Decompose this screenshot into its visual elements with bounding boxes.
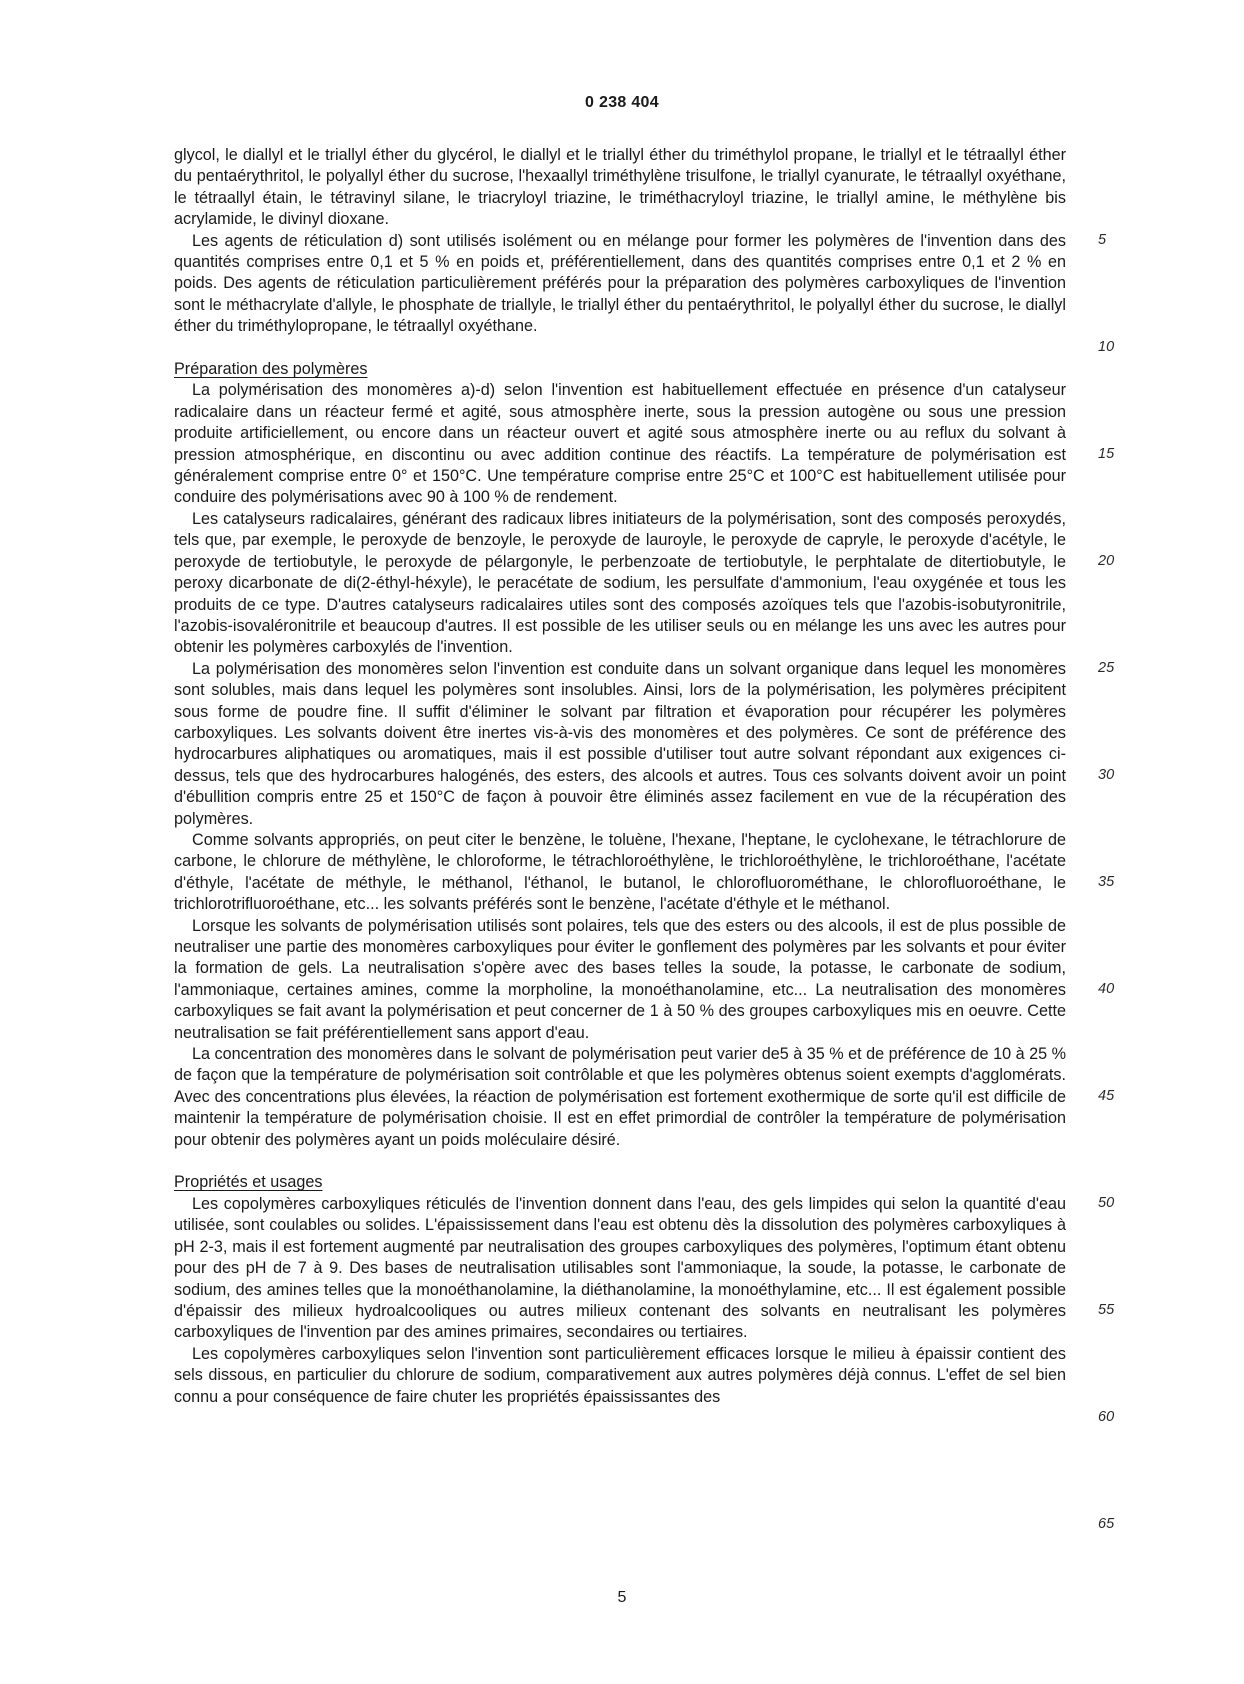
paragraph-9: Les copolymères carboxyliques réticulés de l'invention donnent dans l'eau, des gels limpides qui selon la quantité d'eau utilisée, sont coulables ou solides. L'épaississement dans l'eau est obtenu dès la dissolution des polymères carboxyliques à pH 2-3, mais il est fortement augmenté par neutralisation des groupes carboxyliques des polymères, l'optimum étant obtenu pour des pH de 7 à 9. Des bases de neutralisation utilisables sont l'ammoniaque, la soude, la potasse, le carbonate de sodium, des amines telles que la monoéthanolamine, la diéthanolamine, la monoéthylamine, etc... Il est également possible d'épaissir des milieux hydroalcooliques ou autres milieux contenant des solvants en neutralisant les polymères carboxyliques de l'invention par des amines primaires, secondaires ou tertiaires. [174, 1194, 1066, 1342]
page-number: 5 [617, 1589, 627, 1606]
line-number: 45 [1098, 1088, 1115, 1104]
line-number: 55 [1098, 1302, 1115, 1318]
paragraph-3: La polymérisation des monomères a)-d) selon l'invention est habituellement effectuée en présence d'un catalyseur radicalaire dans un réacteur fermé et agité, sous atmosphère inerte, sous la pression autogène ou sous une pression produite artificiellement, ou encore dans un réacteur ouvert et agité sous atmosphère inerte ou au reflux du solvant à pression atmosphérique, en discontinu ou avec addition continue des réactifs. La température de polymérisation est généralement comprise entre 0° et 150°C. Une température comprise entre 25°C et 100°C est habituellement utilisée pour conduire des polymérisations avec 90 à 100 % de rendement. [174, 381, 1066, 507]
line-number: 25 [1098, 660, 1115, 676]
paragraph-5: La polymérisation des monomères selon l'invention est conduite dans un solvant organique dans lequel les monomères sont solubles, mais dans lequel les polymères sont insolubles. Ainsi, lors de la polymérisation, les polymères précipitent sous forme de poudre fine. Il suffit d'éliminer le solvant par filtration et évaporation pour récupérer les polymères carboxyliques. Les solvants doivent être inertes vis-à-vis des monomères et des polymères. Ce sont de préférence des hydrocarbures aliphatiques ou aromatiques, mais il est possible d'utiliser tout autre solvant répondant aux exigences ci-dessus, tels que des hydrocarbures halogénés, des esters, des alcools et autres. Tous ces solvants doivent avoir un point d'ébullition compris entre 25 et 150°C de façon à pouvoir être éliminés assez facilement en vue de la récupération des polymères. [174, 659, 1066, 828]
paragraph-4: Les catalyseurs radicalaires, générant des radicaux libres initiateurs de la polymérisation, sont des composés peroxydés, tels que, par exemple, le peroxyde de benzoyle, le peroxyde de lauroyle, le peroxyde de capryle, le peroxyde d'acétyle, le peroxyde de tertiobutyle, le peroxyde de pélargonyle, le perbenzoate de tertiobutyle, le perphtalate de ditertiobutyle, le peroxy dicarbonate de di(2-éthyl-héxyle), le peracétate de sodium, les persulfate d'ammonium, l'eau oxygénée et tous les produits de ce type. D'autres catalyseurs radicalaires utiles sont des composés azoïques tels que l'azobis-isobutyronitrile, l'azobis-isovaléronitrile et beaucoup d'autres. Il est possible de les utiliser seuls ou en mélange les uns avec les autres pour obtenir les polymères carboxylés de l'invention. [174, 509, 1066, 657]
section-heading-preparation: Préparation des polymères [174, 360, 368, 379]
spacer [174, 1151, 1066, 1172]
paragraph-10: Les copolymères carboxyliques selon l'invention sont particulièrement efficaces lorsque le milieu à épaissir contient des sels dissous, en particulier du chlorure de sodium, comparativement aux autres polymères déjà connus. L'effet de sel bien connu a pour conséquence de faire chuter les propriétés épaississantes des [174, 1344, 1066, 1406]
spacer [174, 338, 1066, 359]
line-number: 30 [1098, 767, 1115, 783]
line-number: 50 [1098, 1195, 1115, 1211]
line-number: 15 [1098, 446, 1115, 462]
line-number: 20 [1098, 553, 1115, 569]
document-number: 0 238 404 [585, 94, 659, 111]
paragraph-7: Lorsque les solvants de polymérisation utilisés sont polaires, tels que des esters ou des alcools, il est de plus possible de neutraliser une partie des monomères carboxyliques pour éviter le gonflement des polymères par les solvants et pour éviter la formation de gels. La neutralisation s'opère avec des bases telles la soude, la potasse, le carbonate de sodium, l'ammoniaque, certaines amines, comme la morpholine, la monoéthanolamine, etc... La neutralisation des monomères carboxyliques se fait avant la polymérisation et peut concerner de 1 à 50 % des groupes carboxyliques mis en oeuvre. Cette neutralisation se fait préférentiellement sans apport d'eau. [174, 916, 1066, 1042]
line-number: 65 [1098, 1516, 1115, 1532]
paragraph-8: La concentration des monomères dans le solvant de polymérisation peut varier de5 à 35 % et de préférence de 10 à 25 % de façon que la température de polymérisation soit contrôlable et que les polymères obtenus soient exempts d'agglomérats. Avec des concentrations plus élevées, la réaction de polymérisation est fortement exothermique de sorte qu'il est difficile de maintenir la température de polymérisation choisie. Il est en effet primordial de contrôler la température de polymérisation pour obtenir des polymères ayant un poids moléculaire désiré. [174, 1045, 1066, 1149]
line-number: 40 [1098, 981, 1115, 997]
paragraph-6: Comme solvants appropriés, on peut citer le benzène, le toluène, l'hexane, l'heptane, le cyclohexane, le tétrachlorure de carbone, le chlorure de méthylène, le chloroforme, le tétrachloroéthylène, le trichloroéthylène, le trichloroéthane, l'acétate d'éthyle, l'acétate de méthyle, le méthanol, l'éthanol, le butanol, le chlorofluorométhane, le chlorofluoroéthane, le trichlorotrifluoroéthane, etc... les solvants préférés sont le benzène, l'acétate d'éthyle et le méthanol. [174, 830, 1066, 914]
line-number: 35 [1098, 874, 1115, 890]
paragraph-1: glycol, le diallyl et le triallyl éther du glycérol, le diallyl et le triallyl éther du triméthylol propane, le triallyl et le tétraallyl éther du pentaérythritol, le polyallyl éther du sucrose, l'hexaallyl triméthylène trisulfone, le triallyl cyanurate, le tétraallyl oxyéthane, le tétraallyl étain, le tétravinyl silane, le triacryloyl triazine, le triméthacryloyl triazine, le triallyl amine, le méthylène bis acrylamide, le divinyl dioxane. [174, 146, 1066, 229]
page-body [174, 145, 1066, 1408]
section-heading-properties: Propriétés et usages [174, 1173, 323, 1192]
paragraph-2: Les agents de réticulation d) sont utilisés isolément ou en mélange pour former les polymères de l'invention dans des quantités comprises entre 0,1 et 5 % en poids et, préférentiellement, dans des quantités comprises entre 0,1 et 2 % en poids. Des agents de réticulation particulièrement préférés pour la préparation des polymères carboxyliques de l'invention sont le méthacrylate d'allyle, le phosphate de triallyle, le triallyl éther du pentaérythritol, le polyallyl éther du sucrose, le diallyl éther du triméthylopropane, le tétraallyl oxyéthane. [174, 231, 1066, 336]
line-number: 5 [1098, 232, 1107, 248]
line-number: 60 [1098, 1409, 1115, 1425]
line-number: 10 [1098, 339, 1115, 355]
